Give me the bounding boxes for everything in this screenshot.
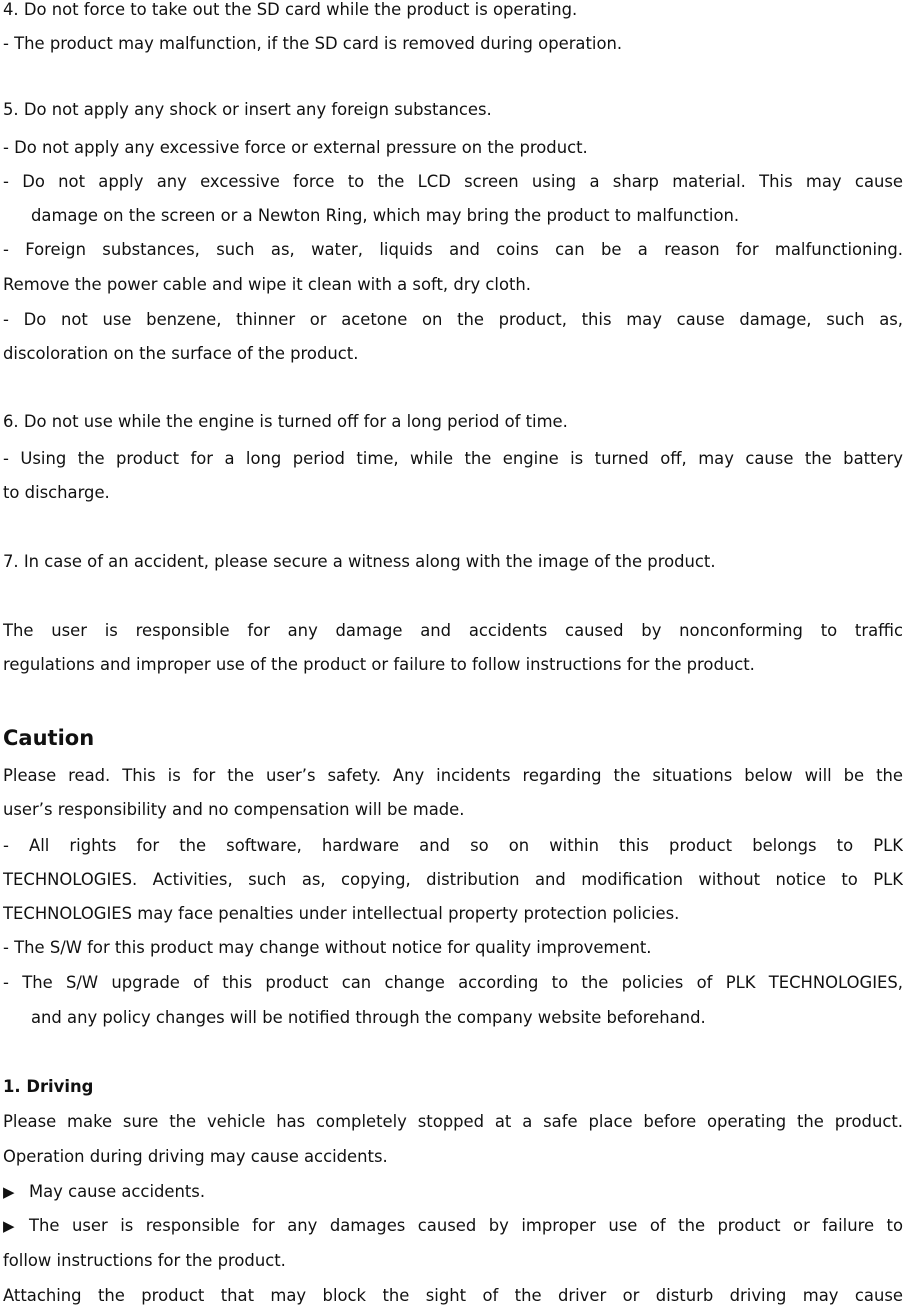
paragraph-line: - All rights for the software, hardware and so on within this product belongs to PLK xyxy=(3,836,903,855)
caution-heading: Caution xyxy=(3,726,95,750)
paragraph-line: follow instructions for the product. xyxy=(3,1251,286,1270)
paragraph-line: - The S/W for this product may change without notice for quality improvement. xyxy=(3,938,652,957)
paragraph-line: damage on the screen or a Newton Ring, which may bring the product to malfunction. xyxy=(31,206,740,225)
paragraph-line: Remove the power cable and wipe it clean with a soft, dry cloth. xyxy=(3,275,532,294)
paragraph-line: Attaching the product that may block the sight of the driver or disturb driving may cause xyxy=(3,1286,903,1305)
section-6-heading: 6. Do not use while the engine is turned off for a long period of time. xyxy=(3,412,568,431)
paragraph-line: and any policy changes will be notified through the company website beforehand. xyxy=(31,1008,706,1027)
play-arrow-icon: ▶ xyxy=(3,1217,15,1235)
section-4-heading: 4. Do not force to take out the SD card while the product is operating. xyxy=(3,0,578,19)
paragraph-line: - Foreign substances, such as, water, liquids and coins can be a reason for malfunctioning. xyxy=(3,240,903,259)
bullet-text: The user is responsible for any damages caused by improper use of the product or failure to xyxy=(29,1216,903,1235)
bullet-item xyxy=(3,1209,903,1243)
paragraph-line: The user is responsible for any damage and accidents caused by nonconforming to traffic xyxy=(3,621,903,640)
paragraph-line: - Do not apply any excessive force to the LCD screen using a sharp material. This may cause xyxy=(3,172,903,191)
paragraph-line: discoloration on the surface of the product. xyxy=(3,344,359,363)
paragraph-line: Please read. This is for the user’s safety. Any incidents regarding the situations below will be the xyxy=(3,766,903,785)
paragraph-line: Operation during driving may cause accidents. xyxy=(3,1147,388,1166)
paragraph-line: TECHNOLOGIES may face penalties under intellectual property protection policies. xyxy=(3,904,680,923)
bullet-text: May cause accidents. xyxy=(29,1182,206,1201)
paragraph-line: Please make sure the vehicle has completely stopped at a safe place before operating the product. xyxy=(3,1112,903,1131)
paragraph-line: user’s responsibility and no compensation will be made. xyxy=(3,800,465,819)
paragraph-line: to discharge. xyxy=(3,483,110,502)
paragraph-line: - The S/W upgrade of this product can change according to the policies of PLK TECHNOLOGIES, xyxy=(3,973,903,992)
paragraph-line: - Do not apply any excessive force or external pressure on the product. xyxy=(3,138,588,157)
play-arrow-icon: ▶ xyxy=(3,1183,15,1201)
paragraph-line: - The product may malfunction, if the SD card is removed during operation. xyxy=(3,34,623,53)
paragraph-line: TECHNOLOGIES. Activities, such as, copying, distribution and modification without notice to PLK xyxy=(3,870,903,889)
paragraph-line: - Do not use benzene, thinner or acetone on the product, this may cause damage, such as, xyxy=(3,310,903,329)
driving-heading: 1. Driving xyxy=(3,1077,94,1096)
paragraph-line: - Using the product for a long period time, while the engine is turned off, may cause the battery xyxy=(3,449,903,468)
section-5-heading: 5. Do not apply any shock or insert any foreign substances. xyxy=(3,100,492,119)
section-7-heading: 7. In case of an accident, please secure a witness along with the image of the product. xyxy=(3,552,716,571)
bullet-item xyxy=(3,1175,903,1209)
paragraph-line: regulations and improper use of the product or failure to follow instructions for the product. xyxy=(3,655,755,674)
